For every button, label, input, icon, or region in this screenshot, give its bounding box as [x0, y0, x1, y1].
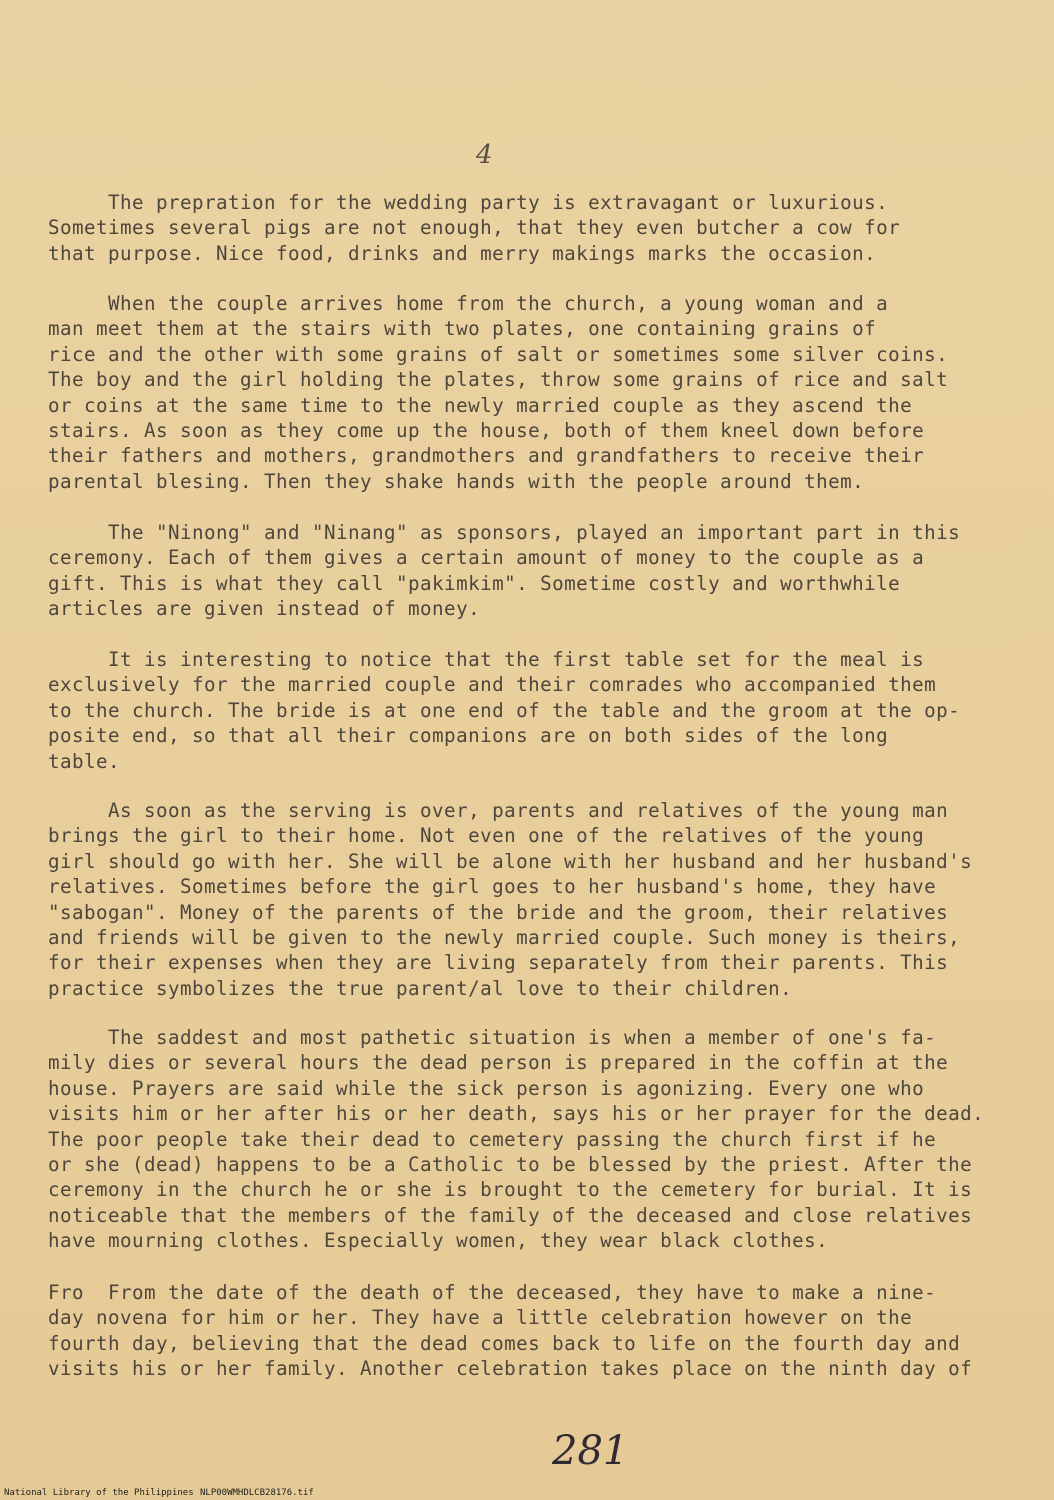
- text-line: brings the girl to their home. Not even one of the relatives of the young: [48, 824, 925, 848]
- text-line: and friends will be given to the newly married couple. Such money is theirs,: [48, 926, 961, 950]
- text-line: Fro From the date of the death of the deceased, they have to make a nine-: [48, 1281, 937, 1304]
- page-number: 4: [476, 140, 493, 170]
- text-line: practice symbolizes the true parent/al love to their children.: [48, 976, 793, 1000]
- text-line: visits his or her family. Another celebration takes place on the ninth day of: [48, 1357, 973, 1381]
- text-line: day novena for him or her. They have a little celebration however on the: [48, 1306, 913, 1330]
- text-line: It is interesting to notice that the first table set for the meal is: [48, 648, 925, 671]
- text-line: their fathers and mothers, grandmothers and grandfathers to receive their: [48, 444, 925, 468]
- text-line: that purpose. Nice food, drinks and merry makings marks the occasion.: [48, 241, 877, 265]
- text-line: The poor people take their dead to cemetery passing the church first if he: [48, 1127, 937, 1151]
- text-line: for their expenses when they are living separately from their parents. This: [48, 951, 949, 975]
- text-line: The saddest and most pathetic situation is when a member of one's fa-: [48, 1026, 937, 1049]
- text-line: "sabogan". Money of the parents of the bride and the groom, their relatives: [48, 900, 949, 924]
- text-line: relatives. Sometimes before the girl goes to her husband's home, they have: [48, 875, 937, 899]
- text-line: stairs. As soon as they come up the house, both of them kneel down before: [48, 419, 925, 443]
- text-line: or she (dead) happens to be a Catholic to be blessed by the priest. After the: [48, 1153, 973, 1177]
- text-line: to the church. The bride is at one end of the table and the groom at the op-: [48, 698, 961, 722]
- text-line: articles are given instead of money.: [48, 597, 481, 621]
- paragraph: [48, 190, 1018, 266]
- text-line: Sometimes several pigs are not enough, that they even butcher a cow for: [48, 216, 901, 240]
- text-line: mily dies or several hours the dead person is prepared in the coffin at the: [48, 1051, 949, 1075]
- text-line: The boy and the girl holding the plates, throw some grains of rice and salt: [48, 368, 949, 392]
- paragraph: [48, 1025, 1018, 1254]
- paragraph: [48, 520, 1018, 622]
- text-line: posite end, so that all their companions are on both sides of the long: [48, 724, 889, 748]
- text-line: ceremony in the church he or she is brought to the cemetery for burial. It is: [48, 1178, 973, 1202]
- file-name-stamp: NLP00WMHDLCB28176.tif: [200, 1488, 314, 1498]
- handwritten-folio-number: 281: [552, 1428, 629, 1474]
- paragraph: [48, 647, 1018, 774]
- text-line: exclusively for the married couple and their comrades who accompanied them: [48, 673, 937, 697]
- text-line: table.: [48, 749, 121, 773]
- text-line: house. Prayers are said while the sick person is agonizing. Every one who: [48, 1076, 925, 1100]
- text-line: ceremony. Each of them gives a certain amount of money to the couple as a: [48, 546, 925, 570]
- text-line: parental blesing. Then they shake hands with the people around them.: [48, 469, 865, 493]
- text-line: rice and the other with some grains of salt or sometimes some silver coins.: [48, 342, 949, 366]
- paragraph: [48, 1280, 1018, 1382]
- text-line: The prepration for the wedding party is extravagant or luxurious.: [48, 191, 889, 214]
- text-line: The "Ninong" and "Ninang" as sponsors, played an important part in this: [48, 521, 961, 544]
- text-line: or coins at the same time to the newly married couple as they ascend the: [48, 393, 913, 417]
- paragraph: [48, 291, 1018, 494]
- library-stamp: National Library of the Philippines: [4, 1488, 194, 1498]
- text-line: fourth day, believing that the dead comes back to life on the fourth day and: [48, 1331, 961, 1355]
- text-line: girl should go with her. She will be alone with her husband and her husband's: [48, 849, 973, 873]
- text-line: visits him or her after his or her death, says his or her prayer for the dead.: [48, 1102, 985, 1126]
- text-line: As soon as the serving is over, parents and relatives of the young man: [48, 799, 949, 822]
- text-line: man meet them at the stairs with two plates, one containing grains of: [48, 317, 877, 341]
- text-line: When the couple arrives home from the church, a young woman and a: [48, 292, 889, 315]
- text-line: gift. This is what they call "pakimkim". Sometime costly and worthwhile: [48, 571, 901, 595]
- text-line: have mourning clothes. Especially women, they wear black clothes.: [48, 1229, 829, 1253]
- text-line: noticeable that the members of the family of the deceased and close relatives: [48, 1203, 973, 1227]
- paragraph: [48, 798, 1018, 1001]
